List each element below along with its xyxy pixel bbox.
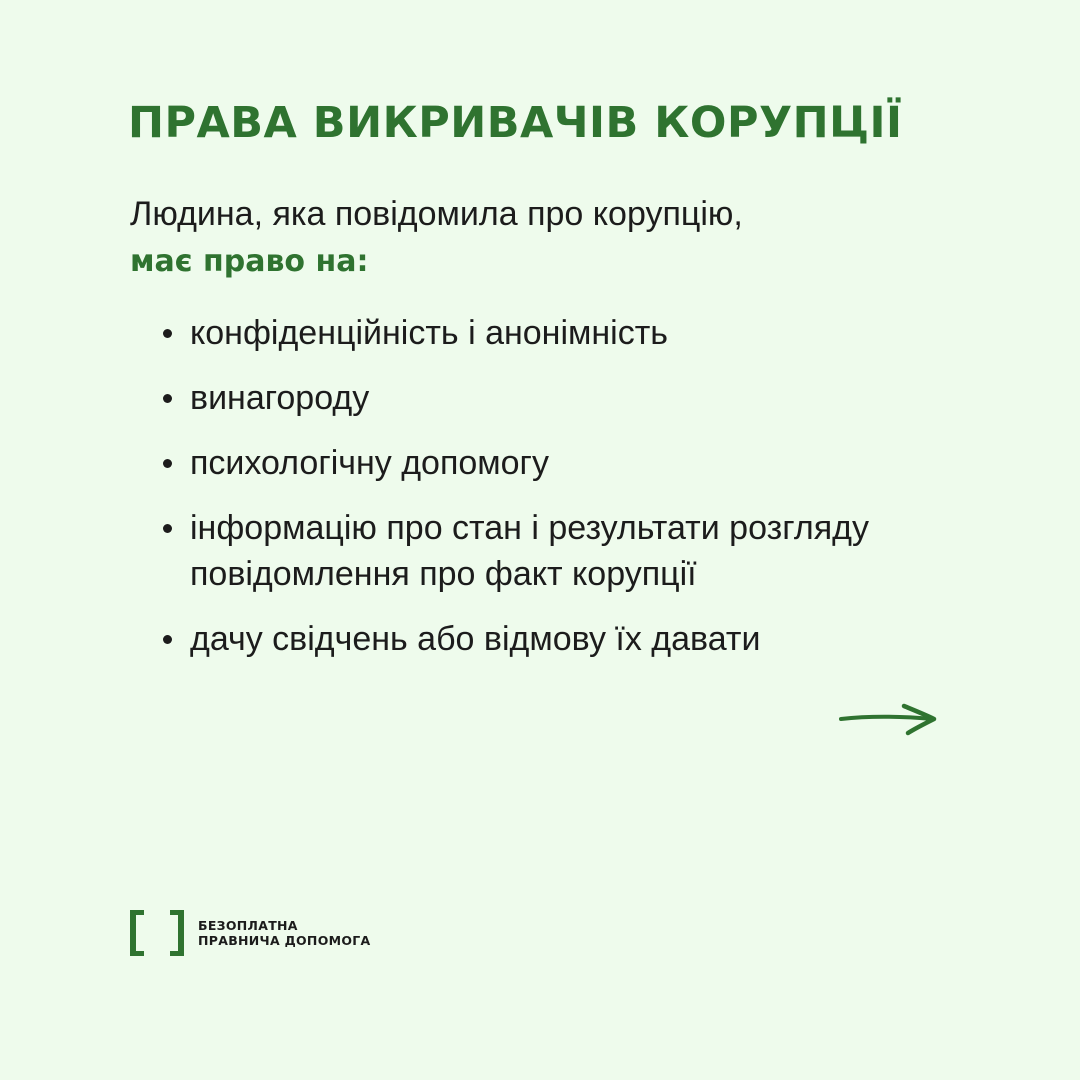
list-item-text: винагороду bbox=[190, 379, 370, 417]
list-item-text: конфіденційність і анонімність bbox=[190, 314, 668, 352]
bullet-icon bbox=[163, 394, 172, 403]
bullet-icon bbox=[163, 635, 172, 644]
logo bbox=[130, 910, 371, 956]
arrow-right-icon[interactable] bbox=[838, 700, 938, 740]
logo-line: ПРАВНИЧА ДОПОМОГА bbox=[198, 933, 371, 948]
list-item-text: психологічну допомогу bbox=[190, 444, 549, 482]
list-item-text: інформацію про стан і результати розгляду повідомлення про факт корупції bbox=[190, 509, 869, 593]
intro-line: Людина, яка повідомила про корупцію, bbox=[130, 195, 743, 233]
list-item bbox=[160, 505, 960, 597]
page-title: ПРАВА ВИКРИВАЧІВ КОРУПЦІЇ bbox=[128, 98, 903, 148]
logo-line: БЕЗОПЛАТНА bbox=[198, 918, 298, 933]
list-item-text: дачу свідчень або відмову їх давати bbox=[190, 620, 761, 658]
bullet-icon bbox=[163, 329, 172, 338]
list-item bbox=[160, 375, 960, 421]
bullet-icon bbox=[163, 459, 172, 468]
list-item bbox=[160, 616, 960, 662]
list-item bbox=[160, 310, 960, 356]
intro-text bbox=[130, 190, 950, 286]
list-item bbox=[160, 440, 960, 486]
bracket-logo-icon bbox=[130, 910, 184, 956]
bullet-icon bbox=[163, 524, 172, 533]
rights-list bbox=[160, 310, 960, 681]
logo-text bbox=[198, 918, 371, 948]
intro-highlight: має право на: bbox=[130, 244, 369, 279]
